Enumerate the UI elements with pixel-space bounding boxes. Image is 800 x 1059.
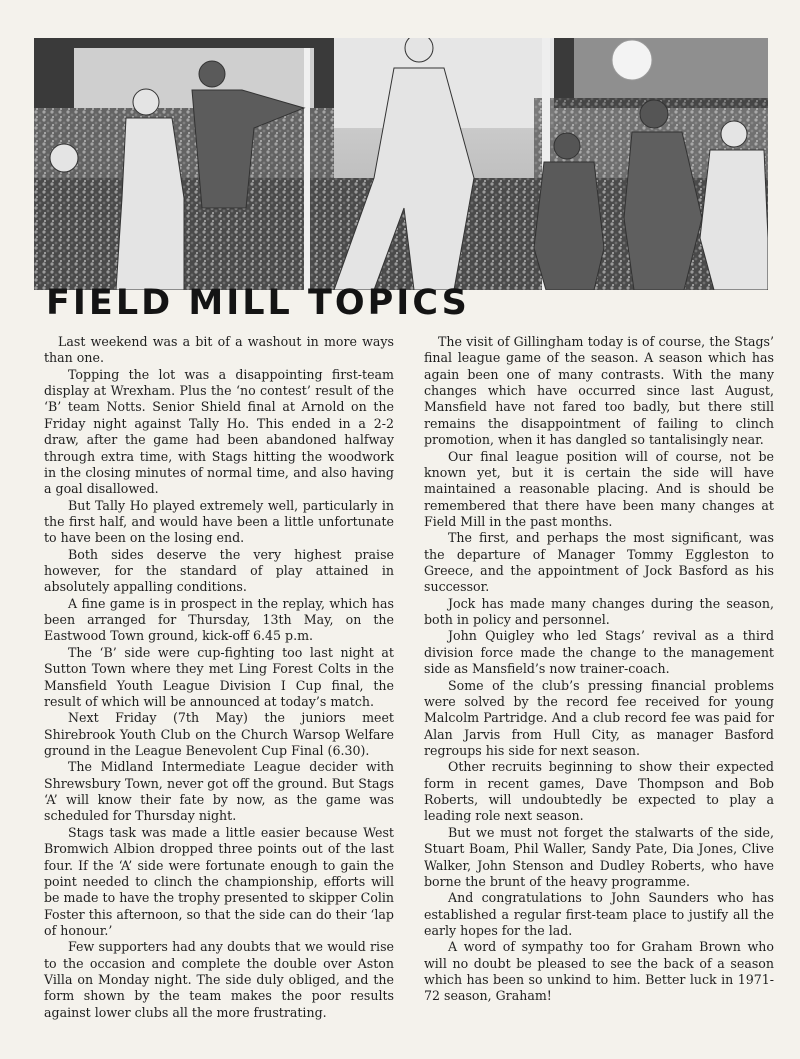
paragraph: Jock has made many changes during the season, both in policy and personnel. bbox=[424, 595, 774, 628]
paragraph: Both sides deserve the very highest praise however, for the standard of play attained in absolutely appalling conditions. bbox=[44, 546, 394, 595]
paragraph: Our final league position will of course, not be known yet, but it is certain the side will have maintained a reasonable placing. And is should be remembered that there have been many changes at Field Mill in the past months. bbox=[424, 448, 774, 529]
left-column bbox=[44, 334, 394, 1021]
paragraph: The visit of Gillingham today is of course, the Stags’ final league game of the season. A season which has again been one of many contrasts. With the many changes which have occurred since last August, Mansfield have not fared too badly, but there still remains the disappointment of failing to clinch promotion, when it has dangled so tantalisingly near. bbox=[424, 334, 774, 448]
page-title: FIELD MILL TOPICS bbox=[46, 283, 470, 323]
paragraph: The Midland Intermediate League decider with Shrewsbury Town, never got off the ground. But Stags ‘A’ will know their fate by now, as the game was scheduled for Thursday night. bbox=[44, 759, 394, 824]
paragraph: Next Friday (7th May) the juniors meet Shirebrook Youth Club on the Church Warsop Welfare ground in the League Benevolent Cup Final (6.30). bbox=[44, 710, 394, 758]
right-column bbox=[424, 334, 774, 1005]
match-photo bbox=[34, 38, 768, 290]
paragraph: But Tally Ho played extremely well, particularly in the first half, and would have been a little unfortunate to have been on the losing end. bbox=[44, 497, 394, 546]
paragraph: The ‘B’ side were cup-fighting too last night at Sutton Town where they met Ling Forest Colts in the Mansfield Youth League Division I Cup final, the result of which will be announced at today’s match. bbox=[44, 644, 394, 709]
paragraph: A fine game is in prospect in the replay, which has been arranged for Thursday, 13th May, on the Eastwood Town ground, kick-off 6.45 p.m. bbox=[44, 595, 394, 644]
paragraph: The first, and perhaps the most significant, was the departure of Manager Tommy Eggleston to Greece, and the appointment of Jock Basford as his successor. bbox=[424, 530, 774, 595]
match-photo-image bbox=[34, 38, 768, 290]
paragraph: Topping the lot was a disappointing first-team display at Wrexham. Plus the ‘no contest’ result of the ‘B’ team Notts. Senior Shield final at Arnold on the Friday night against Tally Ho. This ended in a 2-2 draw, after the game had been abandoned halfway through extra time, with Stags hitting the woodwork in the closing minutes of normal time, and also having a goal disallowed. bbox=[44, 366, 394, 497]
paragraph: And congratulations to John Saunders who has established a regular first-team place to justify all the early hopes for the lad. bbox=[424, 890, 774, 938]
paragraph: A word of sympathy too for Graham Brown who will no doubt be pleased to see the back of a season which has been so unkind to him. Better luck in 1971-72 season, Graham! bbox=[424, 939, 774, 1004]
paragraph: John Quigley who led Stags’ revival as a third division force made the change to the management side as Mansfield’s now trainer-coach. bbox=[424, 628, 774, 677]
paragraph: Some of the club’s pressing financial problems were solved by the record fee received for young Malcolm Partridge. And a club record fee was paid for Alan Jarvis from Hull City, as manager Basford regroups his side for next season. bbox=[424, 677, 774, 758]
paragraph: Last weekend was a bit of a washout in more ways than one. bbox=[44, 334, 394, 366]
paragraph: Other recruits beginning to show their expected form in recent games, Dave Thompson and Bob Roberts, will undoubtedly be expected to play a leading role next season. bbox=[424, 759, 774, 824]
paragraph: But we must not forget the stalwarts of the side, Stuart Boam, Phil Waller, Sandy Pate, Dia Jones, Clive Walker, John Stenson and Dudley Roberts, who have borne the brunt of the heavy programme. bbox=[424, 824, 774, 889]
paragraph: Few supporters had any doubts that we would rise to the occasion and complete the double over Aston Villa on Monday night. The side duly obliged, and the form shown by the team makes the poor results against lower clubs all the more frustrating. bbox=[44, 939, 394, 1020]
paragraph: Stags task was made a little easier because West Bromwich Albion dropped three points out of the last four. If the ‘A’ side were fortunate enough to gain the point needed to clinch the championship, efforts will be made to have the trophy presented to skipper Colin Foster this afternoon, so that the side can do their ‘lap of honour.’ bbox=[44, 824, 394, 938]
